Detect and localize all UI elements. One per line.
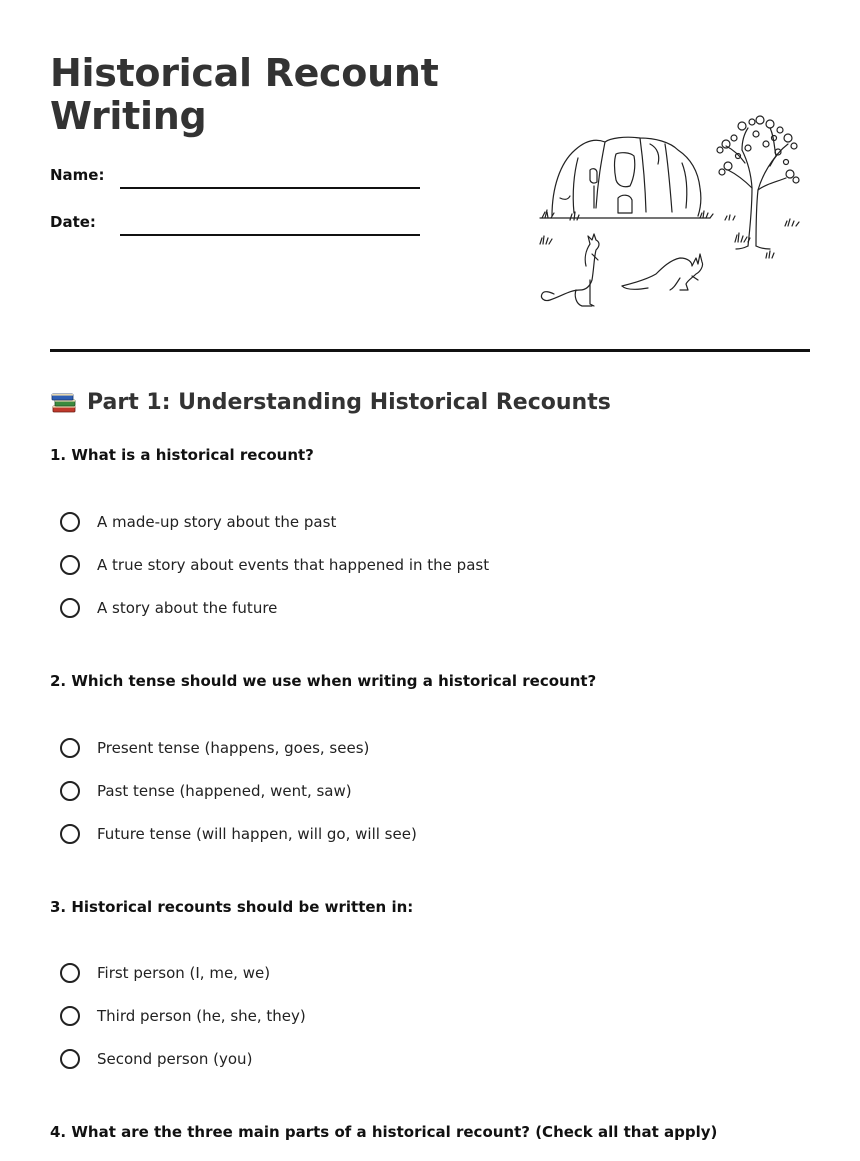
- option-label: Third person (he, she, they): [97, 1007, 306, 1025]
- date-line[interactable]: [120, 234, 420, 236]
- kangaroo-sitting-drawing: [541, 234, 599, 306]
- option-label: Second person (you): [97, 1050, 253, 1068]
- question-2: 2. Which tense should we use when writing a historical recount?: [50, 672, 597, 690]
- q2-option-1[interactable]: [60, 738, 369, 758]
- q2-option-3[interactable]: [60, 824, 417, 844]
- radio-button[interactable]: [60, 824, 80, 844]
- name-label: Name:: [50, 166, 105, 184]
- option-label: A story about the future: [97, 599, 278, 617]
- question-1: 1. What is a historical recount?: [50, 446, 314, 464]
- grass-drawing: [540, 210, 799, 258]
- radio-button[interactable]: [60, 963, 80, 983]
- option-label: A made-up story about the past: [97, 513, 337, 531]
- page-title: Historical Recount Writing: [50, 51, 439, 138]
- option-label: First person (I, me, we): [97, 964, 271, 982]
- radio-button[interactable]: [60, 555, 80, 575]
- option-label: Past tense (happened, went, saw): [97, 782, 352, 800]
- radio-button[interactable]: [60, 512, 80, 532]
- q1-option-3[interactable]: [60, 598, 277, 618]
- question-3: 3. Historical recounts should be written in:: [50, 898, 414, 916]
- section-title-text: Part 1: Understanding Historical Recounts: [87, 389, 611, 415]
- radio-button[interactable]: [60, 781, 80, 801]
- q3-option-1[interactable]: [60, 963, 270, 983]
- q2-option-2[interactable]: [60, 781, 352, 801]
- q3-option-2[interactable]: [60, 1006, 306, 1026]
- books-icon: [50, 388, 78, 416]
- radio-button[interactable]: [60, 598, 80, 618]
- name-line[interactable]: [120, 187, 420, 189]
- option-label: A true story about events that happened in the past: [97, 556, 490, 574]
- radio-button[interactable]: [60, 1049, 80, 1069]
- header-divider: [50, 349, 810, 352]
- rock-drawing: [540, 137, 710, 218]
- tree-drawing: [717, 116, 799, 249]
- option-label: Present tense (happens, goes, sees): [97, 739, 370, 757]
- kangaroo-crouching-drawing: [622, 254, 703, 290]
- option-label: Future tense (will happen, will go, will see): [97, 825, 417, 843]
- q1-option-2[interactable]: [60, 555, 489, 575]
- q1-option-1[interactable]: [60, 512, 336, 532]
- question-4: 4. What are the three main parts of a historical recount? (Check all that apply): [50, 1123, 718, 1141]
- date-label: Date:: [50, 213, 96, 231]
- section-title: [50, 388, 611, 416]
- radio-button[interactable]: [60, 738, 80, 758]
- radio-button[interactable]: [60, 1006, 80, 1026]
- outback-illustration: [530, 108, 815, 318]
- q3-option-3[interactable]: [60, 1049, 252, 1069]
